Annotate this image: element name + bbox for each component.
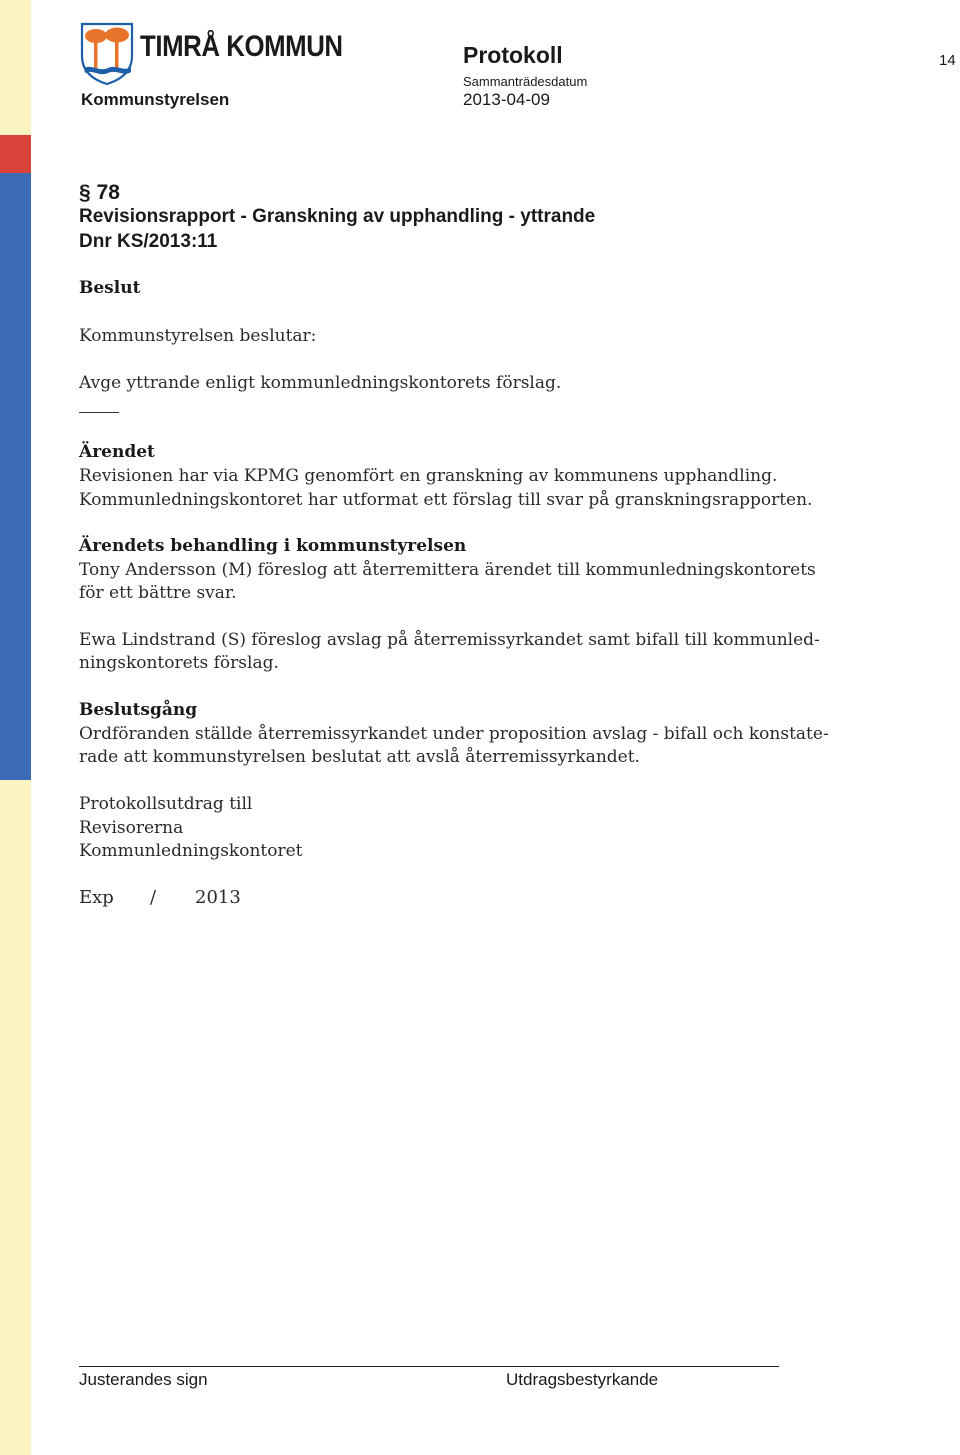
municipality-logo [78, 22, 136, 86]
organization-name: Kommunstyrelsen [81, 90, 230, 109]
pine-trunk-left [94, 42, 98, 68]
case-dnr: Dnr KS/2013:11 [79, 231, 218, 252]
document-title: Protokoll [463, 42, 563, 68]
side-color-bar [0, 0, 31, 1455]
paragraph-number [79, 181, 120, 205]
utdrag-line-3: Kommunledningskontoret [79, 841, 303, 861]
beslut-heading: Beslut [79, 278, 141, 298]
beslut-text: Avge yttrande enligt kommunledningskontorets förslag. [79, 373, 562, 393]
behandling-heading: Ärendets behandling i kommunstyrelsen [79, 536, 467, 556]
case-title: Revisionsrapport - Granskning av upphandling - yttrande [79, 206, 596, 227]
side-bar-yellow [0, 0, 31, 135]
arendet-heading: Ärendet [79, 442, 155, 462]
behandling-p1-line-2: för ett bättre svar. [79, 583, 237, 603]
beslutsgang-line-1: Ordföranden ställde återremissyrkandet under proposition avslag - bifall och konstate- [79, 724, 829, 744]
separator-line [79, 412, 119, 413]
beslutsgang-heading: Beslutsgång [79, 700, 198, 720]
beslutsgang-line-2: rade att kommunstyrelsen beslutat att avslå återremissyrkandet. [79, 747, 640, 767]
beslut-intro: Kommunstyrelsen beslutar: [79, 326, 317, 346]
justerandes-sign-label: Justerandes sign [79, 1370, 208, 1389]
behandling-p1-line-1: Tony Andersson (M) föreslog att återremittera ärendet till kommunledningskontorets [79, 560, 816, 580]
page-number: 14 [939, 52, 956, 69]
pine-crown-left [85, 29, 107, 43]
arendet-line-2: Kommunledningskontoret har utformat ett förslag till svar på granskningsrapporten. [79, 490, 813, 510]
arendet-line-1: Revisionen har via KPMG genomfört en granskning av kommunens upphandling. [79, 466, 778, 486]
exp-year: 2013 [195, 887, 241, 908]
exp-slash: / [150, 887, 157, 908]
signature-line [79, 1366, 779, 1367]
behandling-p2-line-1: Ewa Lindstrand (S) föreslog avslag på återremissyrkandet samt bifall till kommunled- [79, 630, 820, 650]
utdragsbestyrkande-label: Utdragsbestyrkande [506, 1370, 659, 1389]
meeting-date: 2013-04-09 [463, 90, 550, 109]
logo-wordmark: TIMRÅ KOMMUN [140, 30, 343, 63]
pine-trunk-right [115, 42, 119, 68]
behandling-p2-line-2: ningskontorets förslag. [79, 653, 279, 673]
utdrag-line-2: Revisorerna [79, 818, 184, 838]
utdrag-line-1: Protokollsutdrag till [79, 794, 253, 814]
side-bar-blue [0, 173, 31, 780]
meeting-date-label: Sammanträdesdatum [463, 74, 588, 89]
side-bar-red [0, 135, 31, 173]
paragraph-number-value: 78 [96, 181, 120, 204]
side-bar-yellow-lower [0, 780, 31, 1455]
section-sign-icon: § [79, 181, 91, 204]
pine-crown-right [105, 28, 129, 43]
exp-label: Exp [79, 887, 114, 908]
